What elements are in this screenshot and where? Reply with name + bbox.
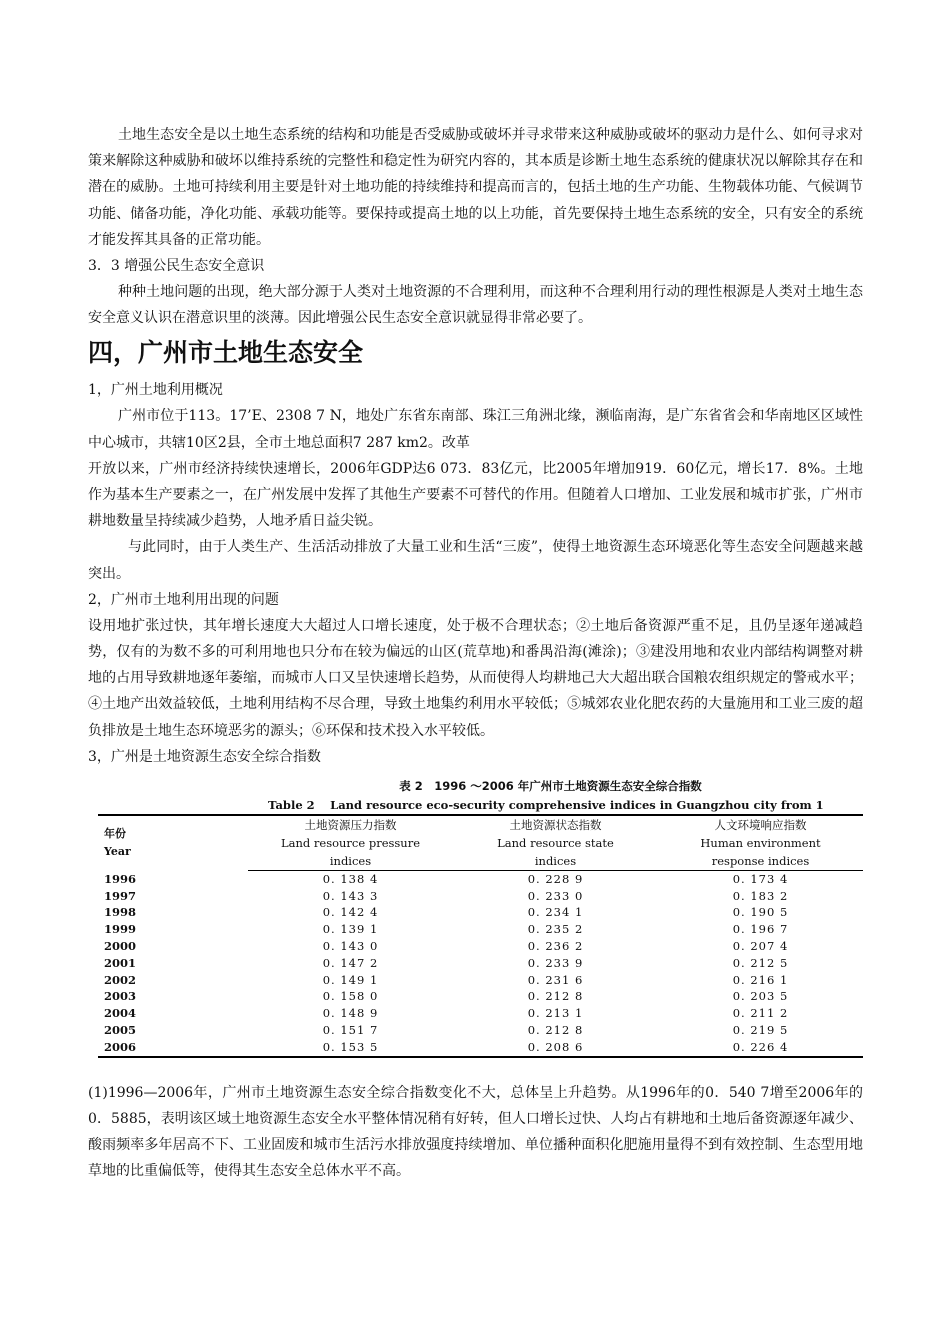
paragraph-overview-a: 广州市位于113。17’E、2308 7 N，地处广东省东南部、珠江三角洲北缘，濒临南海，是广东省省会和华南地区区域性中心城市，共辖10区2县，全市土地总面积7 287 km2。改革 [88,408,863,451]
table-row [98,904,863,921]
cell-year: 2002 [104,972,137,987]
cell-response: 0. 211 2 [732,1006,789,1021]
cell-year: 2001 [104,955,137,970]
col-year-en: Year [104,845,131,859]
cell-pressure: 0. 139 1 [322,922,379,937]
col-year-header [98,815,248,871]
paragraph-pollution: 与此同时，由于人类生产、生活活动排放了大量工业和生活“三废”，使得土地资源生态环境恶化等生态安全问题越来越突出。 [88,539,863,582]
col1-cn: 土地资源压力指数 [248,815,453,834]
cell-response: 0. 183 2 [732,888,789,903]
cell-state: 0. 233 0 [527,888,584,903]
cell-pressure: 0. 149 1 [322,972,379,987]
col1-en1: Land resource pressure [280,835,421,850]
col2-en1: Land resource state [497,835,614,850]
cell-year: 2005 [104,1023,137,1038]
index-table-figure [88,776,863,1058]
table-row [98,921,863,938]
paragraph-awareness: 种种土地问题的出现，绝大部分源于人类对土地资源的不合理利用，而这种不合理利用行动的理性根源是人类对土地生态安全意义认识在潜意识里的淡薄。因此增强公民生态安全意识就显得非常必要了。 [88,284,863,327]
cell-pressure: 0. 148 9 [322,1006,379,1021]
table-row [98,1022,863,1039]
cell-year: 2003 [104,989,137,1004]
col3-cn: 人文环境响应指数 [658,815,863,834]
cell-pressure: 0. 151 7 [322,1023,379,1038]
table-row [98,888,863,905]
table-body [98,870,863,1056]
col3-en2: response indices [658,852,863,871]
table-row [98,1005,863,1022]
cell-response: 0. 207 4 [732,939,789,954]
cell-year: 1998 [104,905,137,920]
paragraph-problems: 设用地扩张过快，其年增长速度大大超过人口增长速度，处于极不合理状态；②土地后备资源严重不足，且仍呈逐年递减趋势，仅有的为数不多的可利用地也只分布在较为偏远的山区(荒草地)和番禺沿海(滩涂)；③建没用地和农业内部结构调整对耕地的占用导致耕地逐年萎缩，而城市人口又呈快速增长趋势，从而使得人均耕地己大大超出联合国粮农组织规定的警戒水平；④土地产出效益较低，土地利用结构不尽合理，导致土地集约利用水平较低；⑤城郊农业化肥农药的大量施用和工业三废的超负排放是土地生态环境恶劣的源头；⑥环保和技术投入水平较低。 [88,617,863,739]
cell-response: 0. 190 5 [732,905,789,920]
col3-en1: Human environment [700,835,821,850]
cell-state: 0. 212 8 [527,1023,584,1038]
paragraph-overview-b: 开放以来，广州市经济持续快速增长，2006年GDP达6 073．83亿元，比2005年增加919．60亿元，增长17．8%。土地作为基本生产要素之一，在广州发展中发挥了其他生产要素不可替代的作用。但随着人口增加、工业发展和城市扩张，广州市耕地数量呈持续减少趋势，人地矛盾日益尖锐。 [88,460,863,530]
cell-state: 0. 235 2 [527,922,584,937]
section-heading-3: 3，广州是土地资源生态安全综合指数 [88,748,321,765]
cell-pressure: 0. 153 5 [248,1039,453,1057]
paragraph-conclusion: (1)1996—2006年，广州市土地资源生态安全综合指数变化不大，总体呈上升趋势。从1996年的0．540 7增至2006年的0．5885，表明该区域土地资源生态安全水平整体情况稍有好转，但人口增长过快、人均占有耕地和土地后备资源逐年减少、酸雨频率多年居高不下、工业固废和城市生活污水排放强度持续增加、单位播种面积化肥施用量得不到有效控制、生态型用地草地的比重偏低等，使得其生态安全总体水平不高。 [88,1084,863,1180]
paragraph-land-eco-security: 土地生态安全是以土地生态系统的结构和功能是否受威胁或破坏并寻求带来这种威胁或破坏的驱动力是什么、如何寻求对策来解除这种威胁和破坏以维持系统的完整性和稳定性为研究内容的，其本质是诊断土地生态系统的健康状况以解除其存在和潜在的威胁。土地可持续利用主要是针对土地功能的持续维持和提高而言的，包括土地的生产功能、生物载体功能、气候调节功能、储备功能，净化功能、承载功能等。要保持或提高土地的以上功能，首先要保持土地生态系统的安全，只有安全的系统才能发挥其具备的正常功能。 [88,127,863,248]
cell-state: 0. 228 9 [527,871,584,886]
table-row [98,972,863,989]
cell-state: 0. 233 9 [527,955,584,970]
cell-state: 0. 213 1 [527,1006,584,1021]
cell-pressure: 0. 143 3 [322,888,379,903]
index-table [98,814,863,1058]
cell-state: 0. 231 6 [527,972,584,987]
cell-response: 0. 212 5 [732,955,789,970]
cell-response: 0. 216 1 [732,972,789,987]
table-row [98,938,863,955]
cell-response: 0. 226 4 [658,1039,863,1057]
cell-year: 1999 [104,922,137,937]
cell-year: 1996 [104,871,137,886]
cell-year: 2000 [104,939,137,954]
cell-pressure: 0. 143 0 [322,939,379,954]
col2-en2: indices [453,852,658,871]
cell-pressure: 0. 158 0 [322,989,379,1004]
col1-en2: indices [248,852,453,871]
section-heading-3-3: 3．3 增强公民生态安全意识 [88,258,265,275]
table-title-en: Table 2 Land resource eco-security comprehensive indices in Guangzhou city from 1 [268,797,824,812]
cell-state: 0. 234 1 [527,905,584,920]
cell-year: 2004 [104,1006,137,1021]
col-year-cn: 年份 [104,827,126,841]
cell-state: 0. 236 2 [527,939,584,954]
section-heading-2: 2，广州市土地利用出现的问题 [88,591,279,608]
chapter-title: 四，广州市土地生态安全 [88,338,364,368]
table-row [98,955,863,972]
table-title-cn: 表 2 1996 ～2006 年广州市土地资源生态安全综合指数 [399,778,702,793]
col2-cn: 土地资源状态指数 [453,815,658,834]
cell-pressure: 0. 138 4 [322,871,379,886]
cell-state: 0. 208 6 [453,1039,658,1057]
cell-response: 0. 203 5 [732,989,789,1004]
cell-pressure: 0. 147 2 [322,955,379,970]
table-row [98,988,863,1005]
section-heading-1: 1，广州土地利用概况 [88,382,223,399]
cell-pressure: 0. 142 4 [322,905,379,920]
cell-year: 1997 [104,888,137,903]
cell-year: 2006 [98,1039,248,1057]
cell-response: 0. 196 7 [732,922,789,937]
cell-response: 0. 173 4 [732,871,789,886]
cell-state: 0. 212 8 [527,989,584,1004]
document-page [88,122,863,1184]
table-row [98,870,863,887]
table-row [98,1039,863,1057]
cell-response: 0. 219 5 [732,1023,789,1038]
